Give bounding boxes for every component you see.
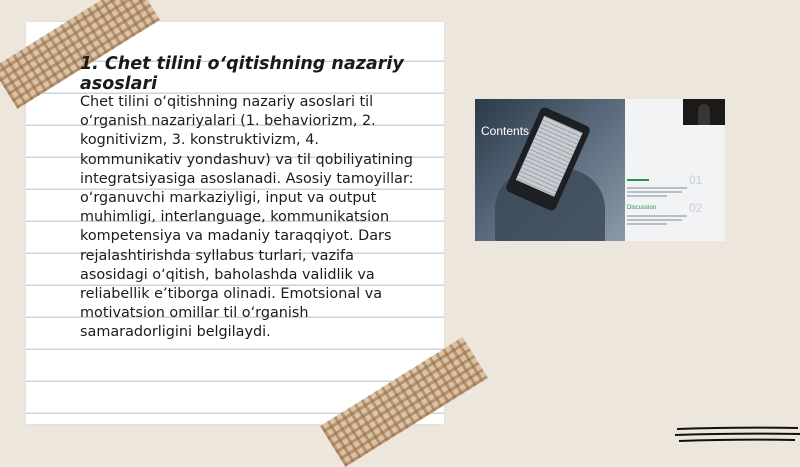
section-2-text-line <box>627 219 682 221</box>
section-2-text-line <box>627 223 667 225</box>
presenter-silhouette <box>698 104 710 125</box>
section-1-accent <box>627 179 649 181</box>
section-1-number: 01 <box>689 173 703 187</box>
section-2-text-line <box>627 215 687 217</box>
section-2-number: 02 <box>689 201 703 215</box>
webcam-video-tile <box>683 99 725 125</box>
section-1-text-line <box>627 187 687 189</box>
section-1-text-line <box>627 191 682 193</box>
section-1-text-line <box>627 195 667 197</box>
section-2-title: Discussion <box>627 205 657 211</box>
thumbnail-contents-label: Contents <box>481 124 530 138</box>
contents-slide-thumbnail[interactable] <box>475 99 725 241</box>
decorative-lines <box>675 424 800 444</box>
slide-body-text: Chet tilini o‘qitishning nazariy asoslari til o‘rganish nazariyalari (1. behaviorizm, 2. kognitivizm, 3. konstruktivizm, 4. kommunikativ yondashuv) va til qobiliyatining integratsiyasiga asoslanadi. Asosiy tamoyillar: o‘rganuvchi markaziyligi, input va output muhimligi, interlanguage, kommunikatsion kompetensiya va madaniy taraqqiyot. Dars rejalashtirishda syllabus turlari, vazifa asosidagi o‘qitish, baholashda validlik va reliabellik e’tiborga olinadi. Emotsional va motivatsion omillar til o‘rganish samaradorligini belgilaydi. <box>80 94 414 341</box>
slide-title: 1. Chet tilini o‘qitishning nazariy asoslari <box>80 54 404 94</box>
